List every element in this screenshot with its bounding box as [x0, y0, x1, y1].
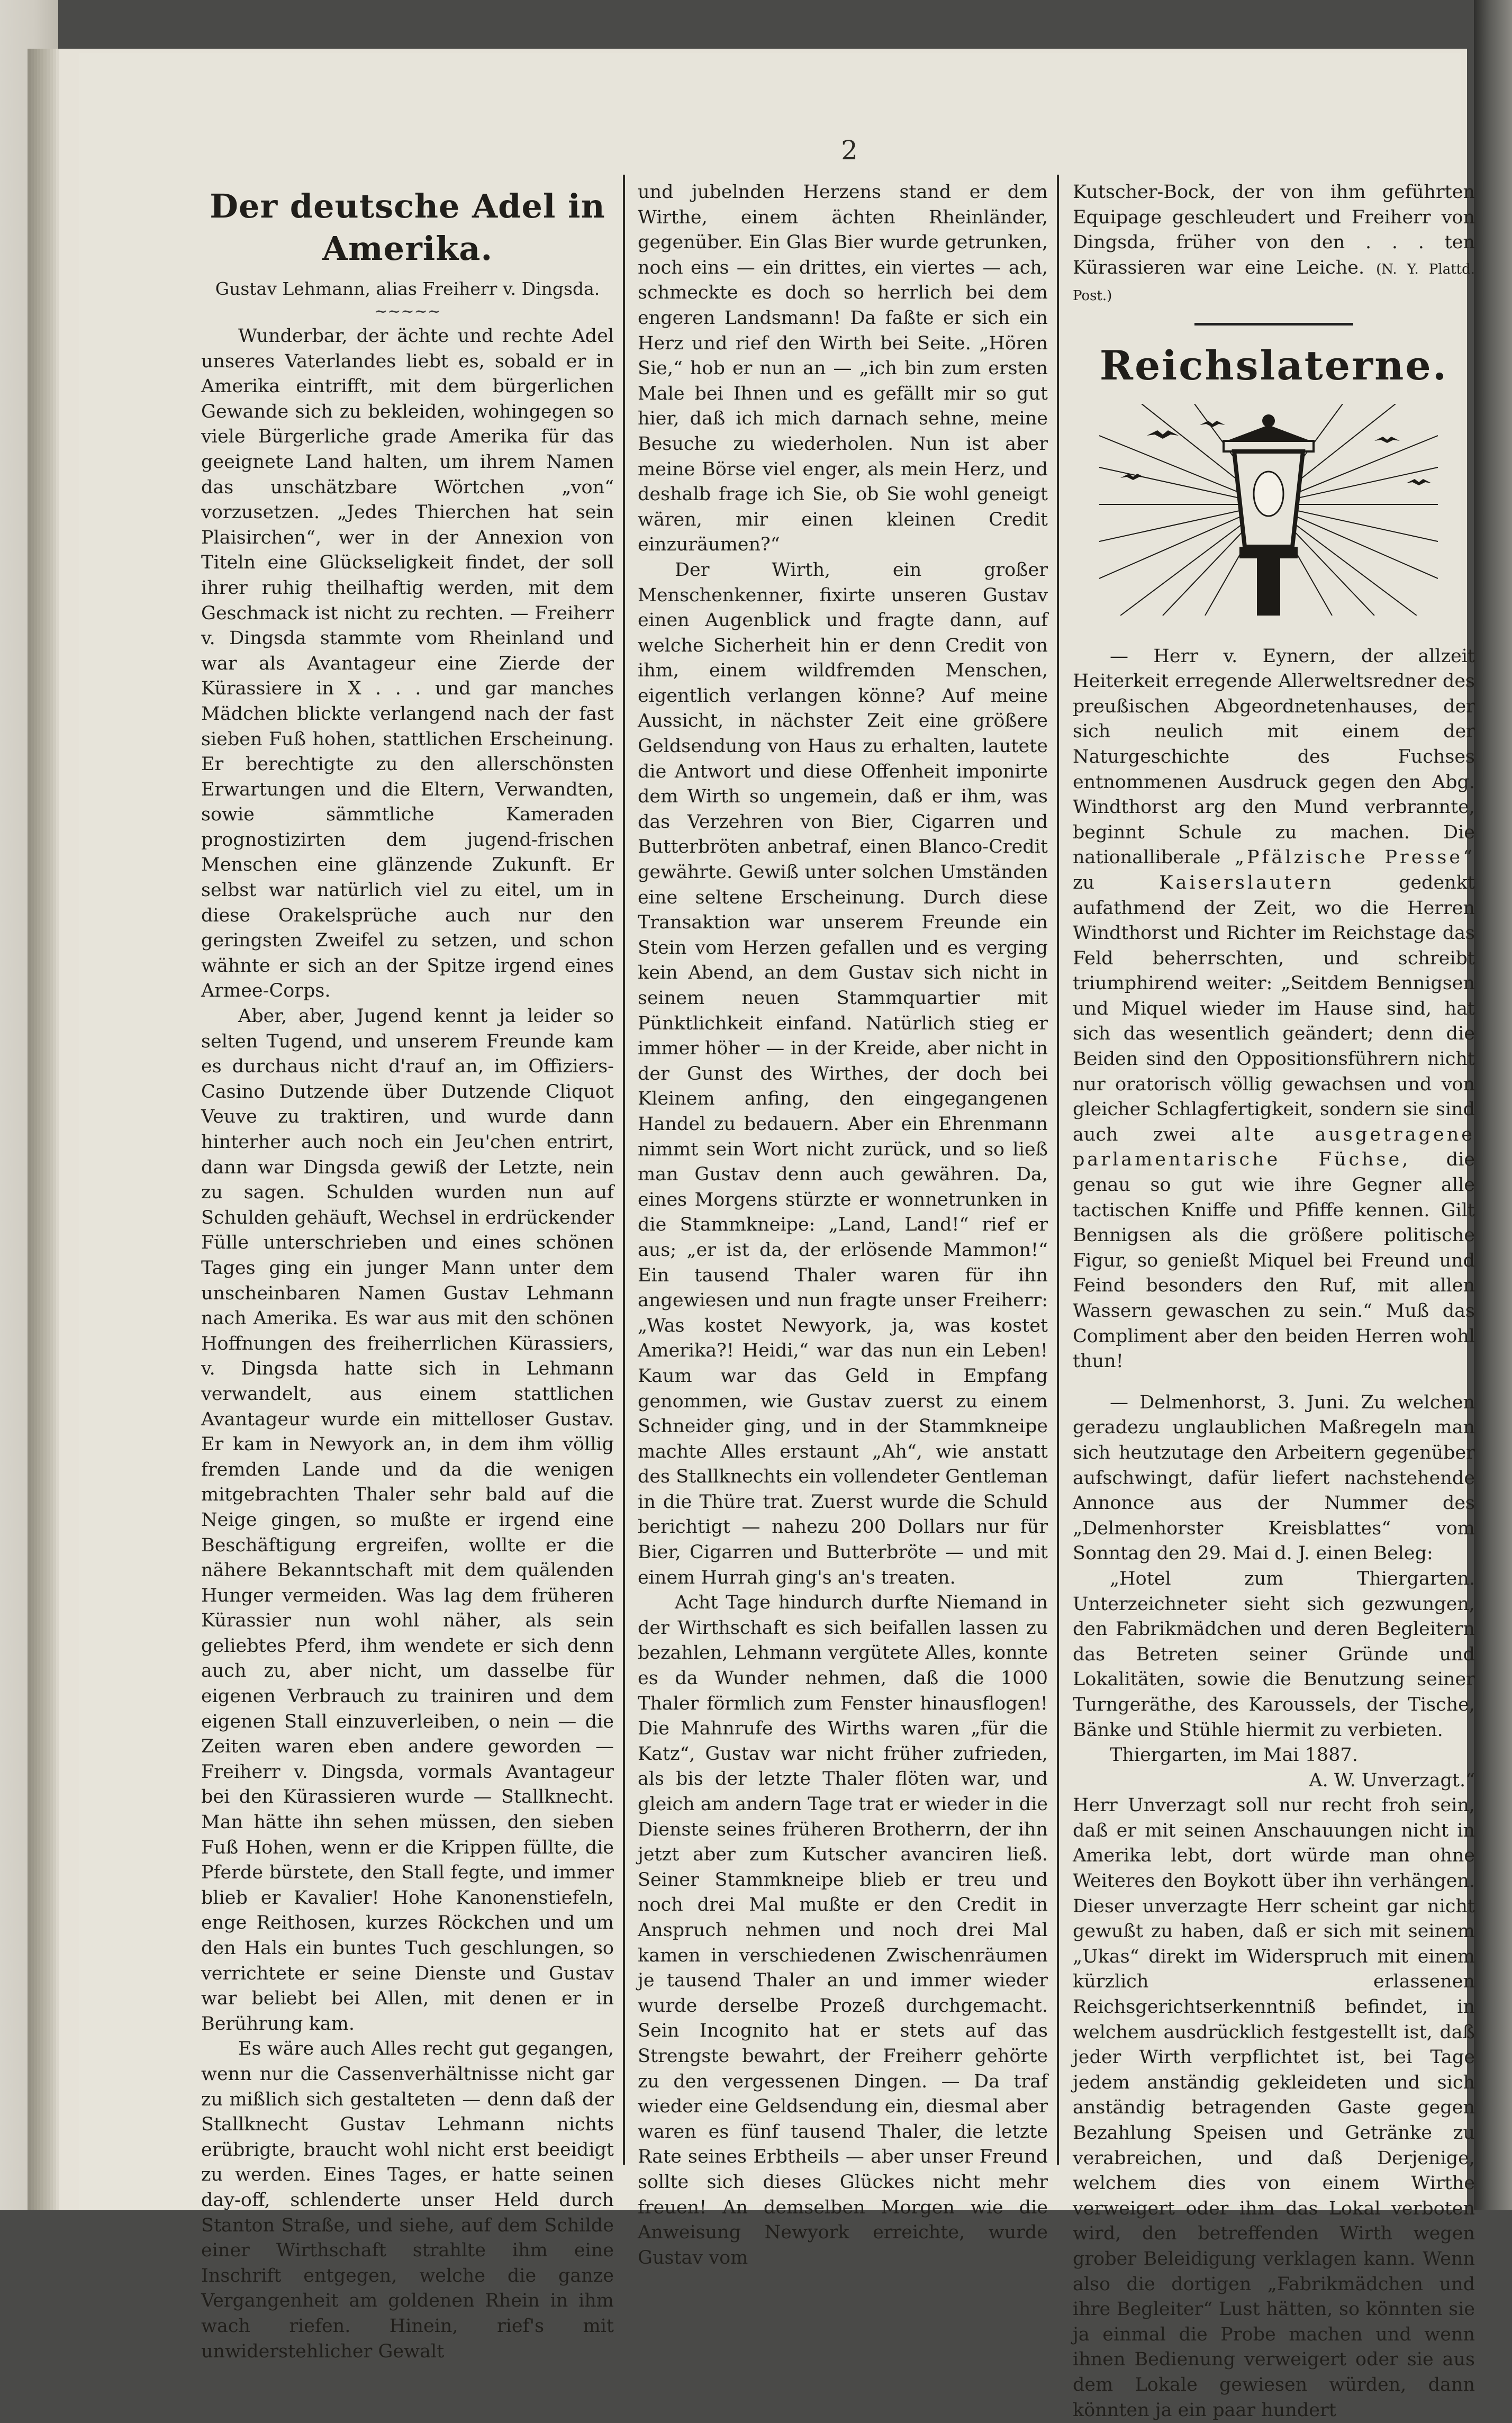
article-subtitle: Gustav Lehmann, alias Freiherr v. Dingsda. [215, 278, 600, 299]
column-2 [638, 180, 1048, 2271]
article-paragraph: Acht Tage hindurch durfte Niemand in der Wirthschaft es sich beifallen lassen zu bezahlen, Lehmann vergütete Alles, konnte es da Wunder nehmen, daß die 1000 Thaler förmlich zum Fenster hinausflogen! Die Mahnrufe des Wirths waren „für die Katz“, Gustav war nicht früher zufrieden, als bis der letzte Thaler flöten war, und gleich am andern Tage trat er wieder in die Dienste seines früheren Brotherrn, der ihn jetzt aber zum Kutscher avanciren ließ. Seiner Stammkneipe blieb er treu und noch drei Mal mußte er den Credit in Anspruch nehmen und noch drei Mal kamen in verschiedenen Zwischenräumen je tausend Thaler an und immer wieder wurde derselbe Prozeß durchgemacht. Sein Incognito hat er stets auf das Strengste bewahrt, der Freiherr gehörte zu den vergessenen Dingen. — Da traf wieder eine Geldsendung ein, diesmal aber waren es fünf tausend Thaler, die letzte Rate seines Erbtheils — aber unser Freund sollte sich dieses Glückes nicht mehr freuen! An demselben Morgen wie die Anweisung Newyork erreichte, wurde Gustav vom [638, 1592, 1048, 2268]
article-paragraph: Es wäre auch Alles recht gut gegangen, wenn nur die Cassenverhältnisse nicht gar zu mißlich sich gestalteten — denn daß der Stallknecht Gustav Lehmann nichts erübrigte, braucht wohl nicht erst beeidigt zu werden. Eines Tages, er hatte seinen day-off, schlenderte unser Held durch Stanton Straße, und siehe, auf dem Schilde einer Wirthschaft strahlte ihm eine Inschrift entgegen, welche die ganze Vergangenheit am goldenen Rhein in ihm wach riefen. Hinein, rief's mit unwiderstehlicher Gewalt [201, 2038, 614, 2362]
pfaelzische-presse-text: „Pfälzische Presse“ [1234, 847, 1475, 869]
column-1 [201, 180, 614, 2364]
article-paragraph: Wunderbar, der ächte und rechte Adel unseres Vaterlandes liebt es, sobald er in Amerika eintrifft, mit dem bürgerlichen Gewande sich zu bekleiden, wohingegen so viele Bürgerliche grade Amerika für das geeignete Land halten, um ihrem Namen das unschätzbare Wörtchen „von“ vorzusetzen. „Jedes Thierchen hat sein Plaisirchen“, wer in der Annexion von Titeln eine Glückseligkeit findet, der soll ihrer ruhig theilhaftig werden, mit dem Geschmack ist nicht zu rechten. — Freiherr v. Dingsda stammte vom Rheinland und war als Avantageur eine Zierde der Kürassiere in X . . . und gar manches Mädchen blickte verlangend nach der fast sieben Fuß hohen, stattlichen Erscheinung. Er berechtigte zu den allerschönsten Erwartungen und die Eltern, Verwandten, sowie sämmtliche Kameraden prognostizirten dem jugend-frischen Menschen eine glänzende Zukunft. Er selbst war natürlich viel zu eitel, um in diese Orakelsprüche auch nur den geringsten Zweifel zu setzen, und schon wähnte er sich an der Spitze irgend eines Armee-Corps. [201, 326, 614, 1002]
eynern-text: — Herr v. Eynern, der allzeit Heiterkeit erregende Allerweltsredner des preußischen Abgeordnetenhauses, der sich neulich mit einem der Naturgeschichte des Fuchses entnommenen Ausdruck gegen den Abg. Windthorst arg den Mund verbrannte, beginnt Schule zu machen. Die nationalliberale [1073, 645, 1475, 869]
lantern-illustration [1099, 404, 1438, 616]
article-paragraph: und jubelnden Herzens stand er dem Wirthe, einem ächten Rheinländer, gegenüber. Ein Glas Bier wurde getrunken, noch eins — ein drittes, ein viertes — ach, schmeckte es doch so herrlich bei dem engeren Landsmann! Da faßte er sich ein Herz und rief den Wirth bei Seite. „Hören Sie,“ hob er nun an — „ich bin zum ersten Male bei Ihnen und es gefällt mir so gut hier, daß ich mich darnach sehne, meine Besuche zu wiederholen. Nun ist aber meine Börse viel enger, als mein Herz, und deshalb frage ich Sie, ob Sie wohl geneigt wären, mir einen kleinen Credit einzuräumen?“ [638, 182, 1048, 556]
article-paragraph [1073, 180, 1475, 309]
tactics-text: die genau so gut wie ihre Gegner alle tactischen Kniffe und Pfiffe kennen. Gilt Bennigsen als die größere politische Figur, so genießt Miquel bei Freund und Feind besonders den Ruf, mit allen Wassern gewaschen zu sein.“ [1073, 1149, 1475, 1322]
page-number: 2 [841, 135, 858, 166]
article-paragraph: Der Wirth, ein großer Menschenkenner, fixirte unseren Gustav einen Augenblick und fragte dann, auf welche Sicherheit hin er denn Credit von ihm, einem wildfremden Menschen, eigentlich verlangen könne? Auf meine Aussicht, in nächster Zeit eine größere Geldsendung von Haus zu erhalten, lautete die Antwort und diese Offenheit imponirte dem Wirth so ungemein, daß er ihm, was das Verzehren von Bier, Cigarren und Butterbröten anbetraf, einen Blanco-Credit gewährte. Gewiß unter solchen Umständen eine seltene Erscheinung. Durch diese Transaktion war unserem Freunde ein Stein vom Herzen gefallen und es verging kein Abend, an dem Gustav sich nicht in seinem neuen Stammquartier mit Pünktlichkeit einfand. Natürlich stieg er immer höher — in der Kreide, aber nicht in der Gunst des Wirthes, der doch bei Kleinem anfing, den eingegangenen Handel zu bedauern. Aber ein Ehrenmann nimmt sein Wort nicht zurück, und so ließ man Gustav denn auch gewähren. Da, eines Morgens stürzte er wonnetrunken in die Stammkneipe: „Land, Land!“ rief er aus; „er ist da, der erlösende Mammon!“ Ein tausend Thaler waren für ihn angewiesen und nun fragte unser Freiherr: „Was kostet Newyork, ja, was kostet Amerika?! Heidi,“ war das nun ein Leben! Kaum war das Geld in Empfang genommen, wie Gustav zuerst zu einem Schneider ging, und in der Stammkneipe machte Alles erstaunt „Ah“, wie anstatt des Stallknechts ein vollendeter Gentleman in die Thüre trat. Zuerst wurde die Schuld berichtigt — nahezu 200 Dollars nur für Bier, Cigarren und Butterbröte — und mit einem Hurrah ging's an's treaten. [638, 559, 1048, 1588]
kaiserslautern-text: Kaiserslautern [1159, 872, 1334, 893]
article-paragraph: Aber, aber, Jugend kennt ja leider so selten Tugend, und unserem Freunde kam es durchaus nicht d'rauf an, im Offiziers-Casino Dutzende über Dutzende Cliquot Veuve zu traktiren, und wurde dann hinterher auch noch ein Jeu'chen entrirt, dann war Dingsda gewiß der Letzte, nein zu sagen. Schulden wurden nun auf Schulden gehäuft, Wechsel in erdrückender Fülle unterschrieben und eines schönen Tages ging ein junger Mann unter dem unscheinbaren Namen Gustav Lehmann nach Amerika. Es war aus mit den schönen Hoffnungen des freiherrlichen Kürassiers, v. Dingsda hatte sich in Lehmann verwandelt, aus einem stattlichen Avantageur wurde ein mittelloser Gustav. Er kam in Newyork an, in dem ihm völlig fremden Lande und da die wenigen mitgebrachten Thaler sehr bald auf die Neige gingen, so mußte er irgend eine Beschäftigung ergreifen, wollte er die nähere Bekanntschaft mit dem quälenden Hunger vermeiden. Was lag dem früheren Kürassier nun wohl näher, als sein geliebtes Pferd, ihm wendete er sich denn auch zu, aber nicht, um dasselbe für eigenen Verbrauch zu trainiren und dem eigenen Stall einzuverleiben, o nein — die Zeiten waren eben andere geworden — Freiherr v. Dingsda, vormals Avantageur bei den Kürassieren wurde — Stallknecht. Man hätte ihn sehen müssen, den sieben Fuß Hohen, wenn er die Krippen füllte, die Pferde bürstete, den Stall fegte, und immer blieb er Kavalier! Hohe Kanonenstiefeln, enge Reithosen, kurzes Röckchen und um den Hals ein buntes Tuch geschlungen, so verrichtete er seine Dienste und Gustav war beliebt bei Allen, mit denen er in Berührung kam. [201, 1006, 614, 2035]
annonce-paragraph: „Hotel zum Thiergarten. Unterzeichneter sieht sich gezwungen, den Fabrikmädchen und deren Begleitern das Betreten seiner Gründe und Lokalitäten, sowie die Benutzung seiner Turngeräthe, des Karoussels, der Tische, Bänke und Stühle hiermit zu verbieten. [1073, 1568, 1475, 1741]
column-rule-1 [623, 175, 625, 2165]
unverzagt-paragraph: Herr Unverzagt soll nur recht froh sein, daß er mit seinen Anschauungen nicht in Amerika lebt, dort würde man ohne Weiteres den Boykott über ihn verhängen. Dieser unverzagte Herr scheint gar nicht gewußt zu haben, daß er sich mit seinem „Ukas“ direkt im Widerspruch mit einem kürzlich erlassenen Reichsgerichtserkenntniß befindet, in welchem ausdrücklich festgestellt ist, daß jeder Wirth verpflichtet ist, bei Tage jedem anständig gekleideten und sich anständig betragenden Gaste gegen Bezahlung Speisen und Getränke zu verabreichen, und daß Derjenige, welchem dies von einem Wirthe verweigert oder ihm das Lokal verboten wird, den betreffenden Wirth wegen grober Beleidigung verklagen kann. Wenn also die dortigen „Fabrikmädchen und ihre Begleiter“ Lust hätten, so könnten sie ja einmal die Probe machen und wenn ihnen Bedienung verweigert oder sie aus dem Lokale gewiesen würden, dann könnten ja ein paar hundert [1073, 1795, 1475, 2421]
article-title: Der deutsche Adel in Amerika. [210, 187, 605, 268]
section-separator [1194, 323, 1353, 326]
zu-text: zu [1073, 872, 1094, 893]
compliment-text: Muß das Compliment aber den beiden Herren wohl thun! [1073, 1300, 1475, 1372]
section-title: Reichslaterne. [1099, 341, 1448, 389]
article-source: (N. Y. Plattd. Post.) [1073, 261, 1475, 304]
annonce-date: Thiergarten, im Mai 1887. [1110, 1744, 1358, 1766]
scan-background-left [0, 0, 58, 2210]
delmenhorst-paragraph: — Delmenhorst, 3. Juni. Zu welchen geradezu unglaublichen Maßregeln man sich heutzutage den Arbeitern gegenüber aufschwingt, dafür liefert nachstehende Annonce aus der Nummer des „Delmenhorster Kreisblattes“ vom Sonntag den 29. Mai d. J. einen Beleg: [1073, 1391, 1475, 1565]
column-3 [1073, 180, 1475, 2423]
column-rule-2 [1057, 175, 1059, 2165]
fuechse-text: alte ausgetragene parlamentarische Füchse, [1073, 1124, 1475, 1171]
annonce-signature: A. W. Unverzagt.“ [1309, 1769, 1475, 1791]
reichslaterne-paragraph [1073, 644, 1475, 1375]
triumph-text: gedenkt aufathmend der Zeit, wo die Herren Windthorst und Richter im Reichstage das Feld beherrschten, und schreibt triumphirend weiter: „Seitdem Bennigsen und Miquel wieder im Hause sind, hat sich das wesentlich geändert; denn die Beiden sind den Oppositionsführern nicht nur oratorisch völlig gewachsen und von gleicher Schlagfertigkeit, sondern sie sind auch zwei [1073, 872, 1475, 1145]
scan-background-right [1474, 0, 1512, 2210]
subtitle-ornament: ~~~~~ [374, 302, 441, 321]
article-closing-text: Kutscher-Bock, der von ihm geführten Equipage geschleudert und Freiherr von Dingsda, früher von den . . . ten Kürassieren war eine Leiche. [1073, 182, 1475, 278]
